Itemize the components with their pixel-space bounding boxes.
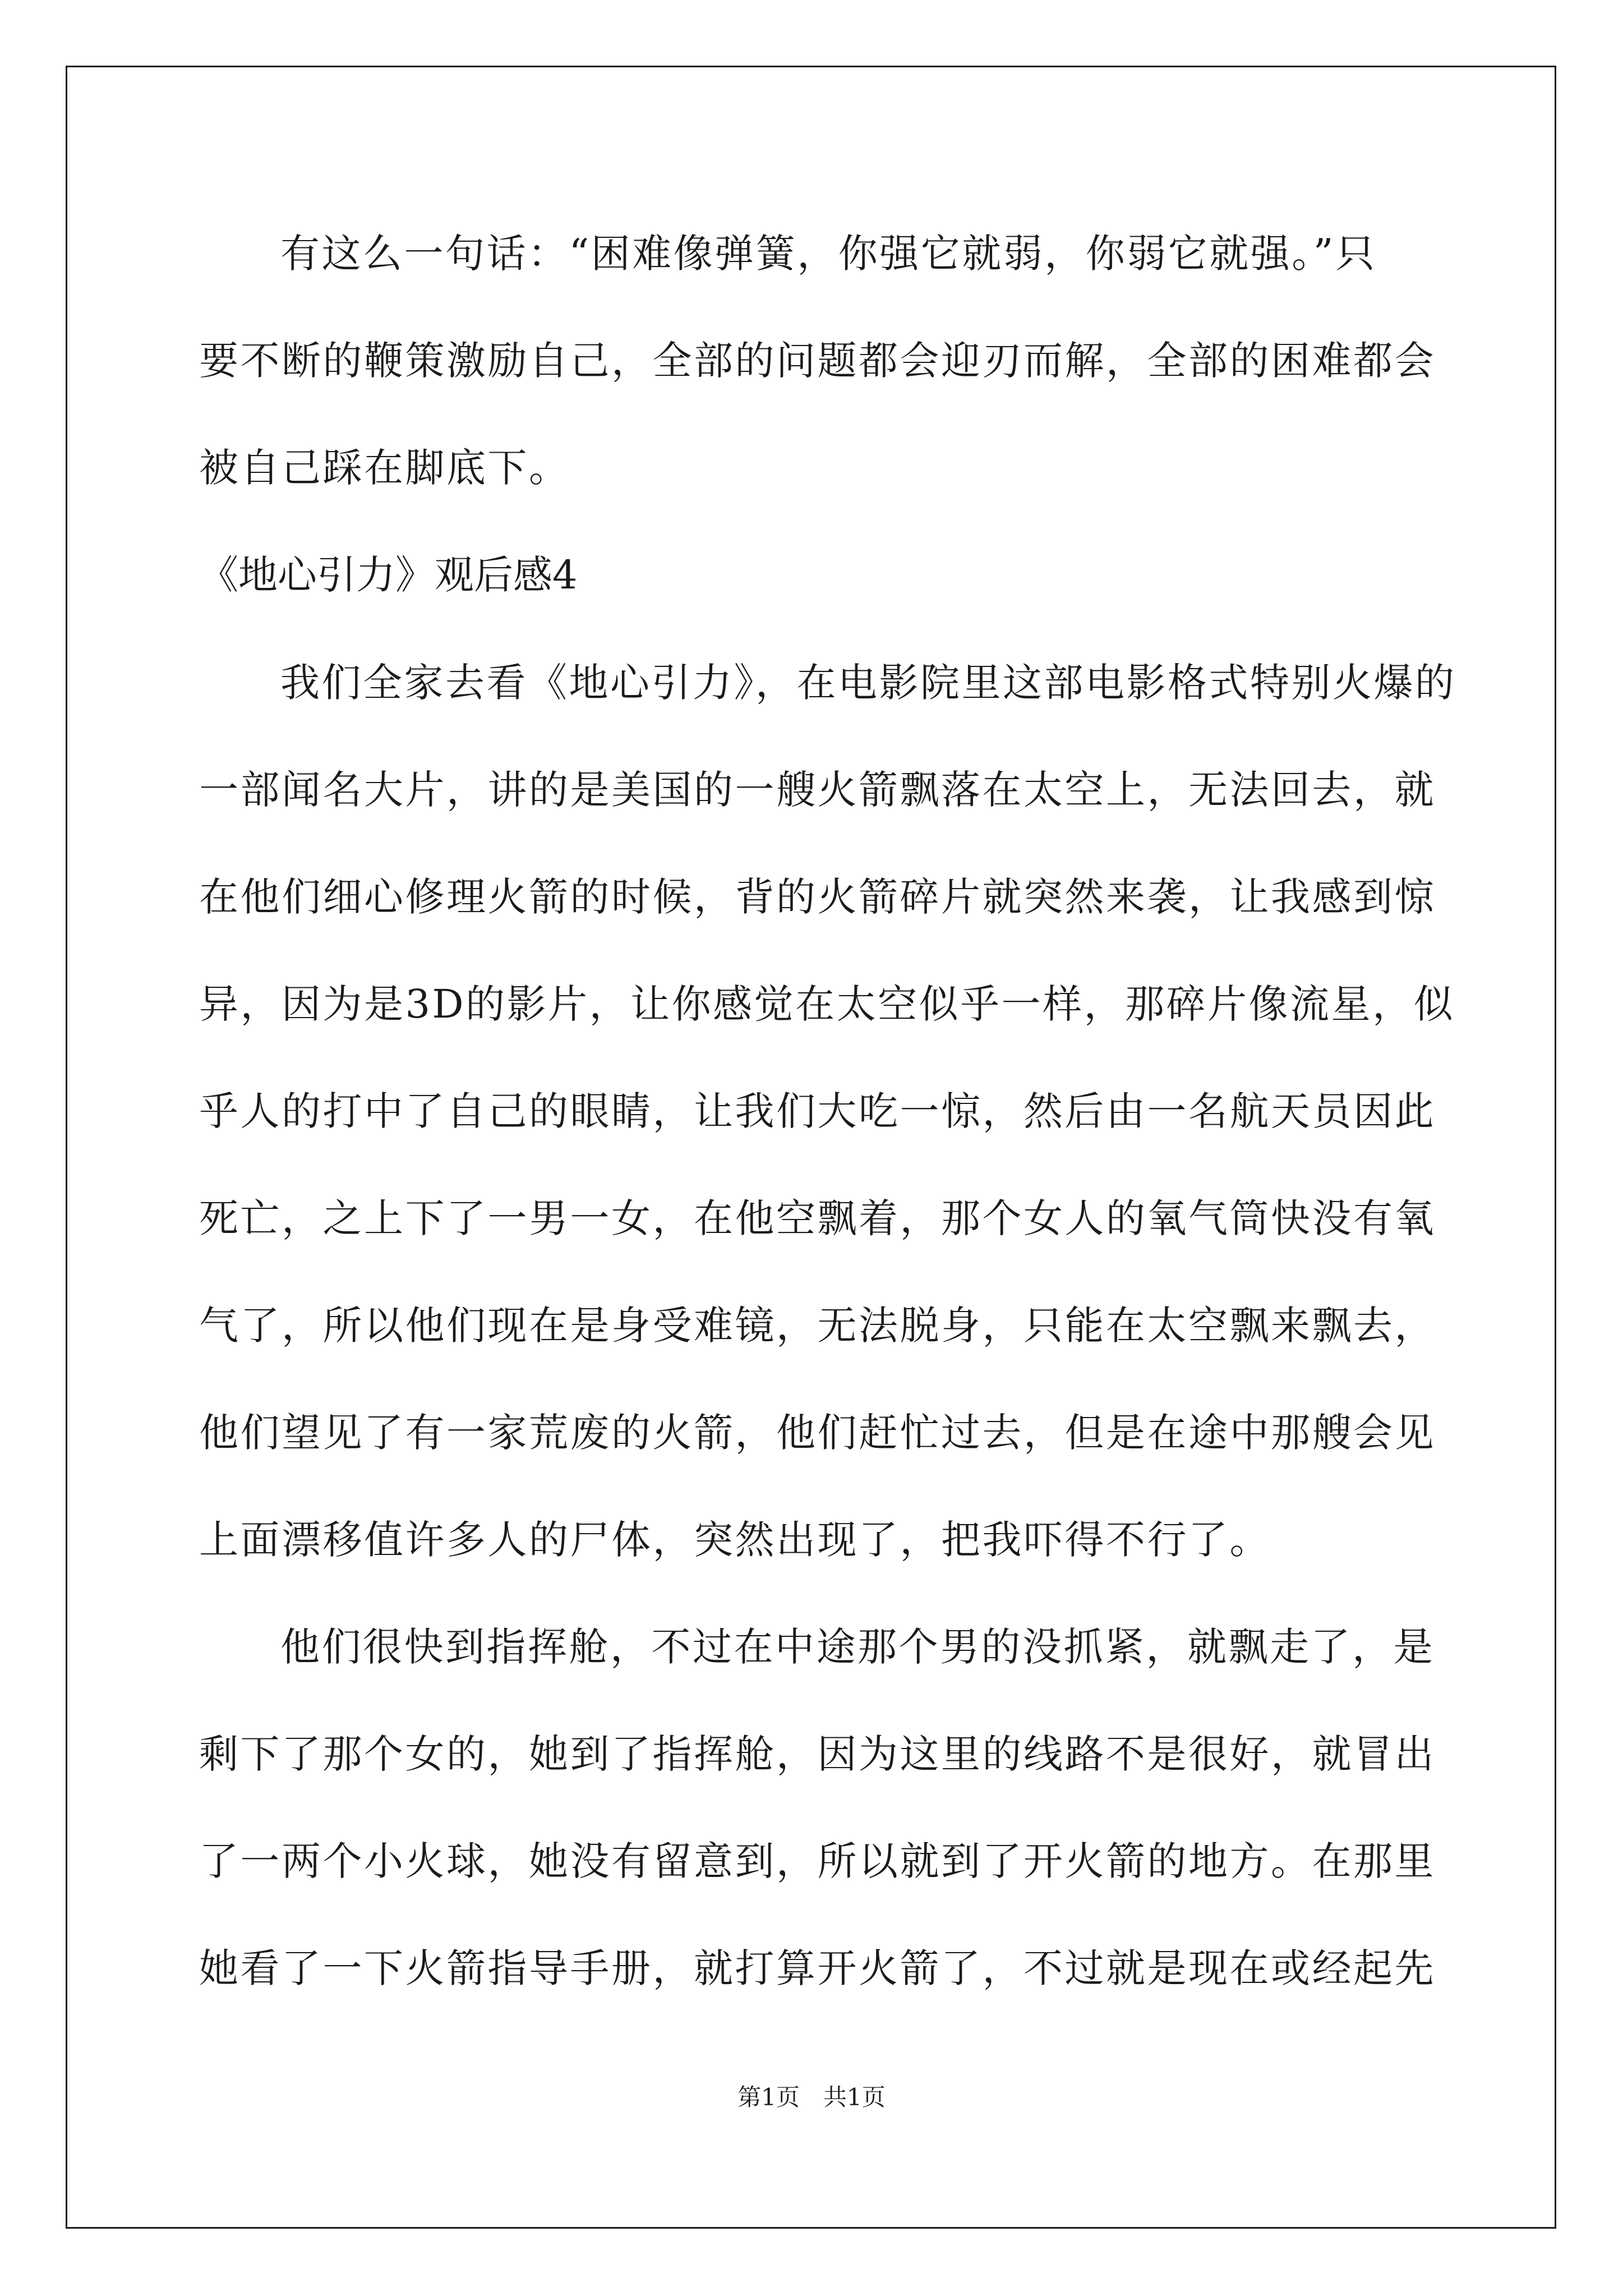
paragraph-line: 要不断的鞭策激励自己，全部的问题都会迎刃而解，全部的困难都会: [199, 338, 1436, 384]
page-footer: 第1页 共1页: [737, 2083, 886, 2111]
paragraph-line: 了一两个小火球，她没有留意到，所以就到了开火箭的地方。在那里: [199, 1838, 1436, 1884]
paragraph-line: 异，因为是3D的影片，让你感觉在太空似乎一样，那碎片像流星，似: [199, 981, 1455, 1027]
paragraph-line: 乎人的打中了自己的眼睛，让我们大吃一惊，然后由一名航天员因此: [199, 1088, 1436, 1134]
paragraph-line: 他们望见了有一家荒废的火箭，他们赶忙过去，但是在途中那艘会见: [199, 1410, 1436, 1456]
paragraph-line: 一部闻名大片，讲的是美国的一艘火箭飘落在太空上，无法回去，就: [199, 767, 1436, 813]
paragraph-line: 她看了一下火箭指导手册，就打算开火箭了，不过就是现在或经起先: [199, 1945, 1436, 1991]
paragraph-line: 上面漂移值许多人的尸体，突然出现了，把我吓得不行了。: [199, 1517, 1271, 1563]
section-heading: 《地心引力》观后感4: [199, 552, 578, 598]
page-border: [66, 66, 1556, 2229]
paragraph-line: 我们全家去看《地心引力》，在电影院里这部电影格式特别火爆的: [280, 660, 1456, 706]
paragraph-line: 死亡，之上下了一男一女，在他空飘着，那个女人的氧气筒快没有氧: [199, 1195, 1436, 1241]
paragraph-line: 有这么一句话：“困难像弹簧，你强它就弱，你弱它就强。”只: [280, 231, 1377, 277]
paragraph-line: 在他们细心修理火箭的时候，背的火箭碎片就突然来袭，让我感到惊: [199, 874, 1436, 920]
paragraph-line: 剩下了那个女的，她到了指挥舱，因为这里的线路不是很好，就冒出: [199, 1731, 1436, 1777]
paragraph-line: 气了，所以他们现在是身受难镜，无法脱身，只能在太空飘来飘去，: [199, 1303, 1436, 1349]
paragraph-line: 被自己踩在脚底下。: [199, 445, 570, 491]
paragraph-line: 他们很快到指挥舱，不过在中途那个男的没抓紧，就飘走了，是: [280, 1624, 1435, 1670]
